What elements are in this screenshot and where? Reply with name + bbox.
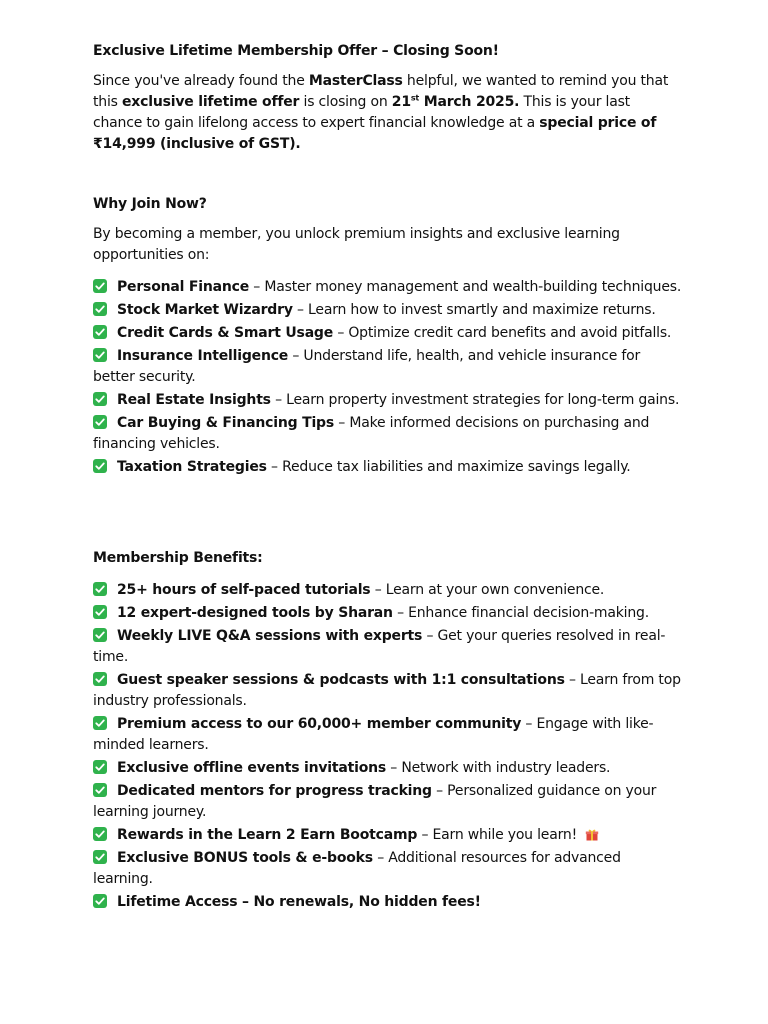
check-mark-icon bbox=[93, 459, 107, 473]
check-mark-icon bbox=[93, 582, 107, 596]
check-mark-icon bbox=[93, 302, 107, 316]
check-mark-icon bbox=[93, 827, 107, 841]
benefit-item bbox=[93, 848, 683, 890]
benefit-item bbox=[93, 714, 683, 756]
why-join-item bbox=[93, 390, 683, 411]
why-join-item-title: Insurance Intelligence bbox=[117, 348, 289, 364]
benefit-item-title: Exclusive BONUS tools & e-books bbox=[117, 850, 373, 866]
check-mark-icon bbox=[93, 348, 107, 362]
deadline-suffix: st bbox=[410, 93, 420, 103]
benefit-item-description: – Engage with like-minded learners. bbox=[93, 716, 654, 753]
why-join-item bbox=[93, 413, 683, 455]
why-join-item-description: – Make informed decisions on purchasing and financing vehicles. bbox=[93, 415, 650, 452]
why-join-intro: By becoming a member, you unlock premium insights and exclusive learning opportunities on: bbox=[93, 226, 620, 263]
check-mark-icon bbox=[93, 894, 107, 908]
benefits-list bbox=[93, 580, 683, 915]
check-mark-icon bbox=[93, 605, 107, 619]
benefit-item-title: Exclusive offline events invitations bbox=[117, 760, 387, 776]
benefit-item-title: Guest speaker sessions & podcasts with 1:1 consultations bbox=[117, 672, 565, 688]
benefit-item-title: 25+ hours of self-paced tutorials bbox=[117, 582, 371, 598]
why-join-item bbox=[93, 323, 683, 344]
check-mark-icon bbox=[93, 716, 107, 730]
why-join-item-title: Taxation Strategies bbox=[117, 459, 267, 475]
check-mark-icon bbox=[93, 392, 107, 406]
benefit-item-description: – Network with industry leaders. bbox=[386, 760, 611, 776]
benefit-item-title: Lifetime Access – No renewals, No hidden fees! bbox=[117, 894, 481, 910]
why-join-item bbox=[93, 346, 683, 388]
why-join-item-title: Car Buying & Financing Tips bbox=[117, 415, 335, 431]
benefit-item-description: – Learn at your own convenience. bbox=[370, 582, 605, 598]
offer-intro-2: helpful, we wanted to remind you that this bbox=[93, 73, 669, 110]
offer-paragraph bbox=[93, 71, 683, 155]
benefit-item-description: – Get your queries resolved in real-time. bbox=[93, 628, 666, 665]
check-mark-icon bbox=[93, 783, 107, 797]
offer-intro-1: Since you've already found the bbox=[93, 73, 309, 89]
special-price: special price of ₹14,999 (inclusive of GST). bbox=[93, 115, 657, 152]
masterclass-name: MasterClass bbox=[308, 73, 403, 89]
why-join-list bbox=[93, 277, 683, 480]
benefit-item-description: – Enhance financial decision-making. bbox=[392, 605, 649, 621]
offer-deadline bbox=[392, 94, 519, 110]
benefit-item-title: Premium access to our 60,000+ member community bbox=[117, 716, 522, 732]
why-join-item-description: – Optimize credit card benefits and avoid pitfalls. bbox=[333, 325, 672, 341]
why-join-item-description: – Understand life, health, and vehicle insurance for better security. bbox=[93, 348, 641, 385]
benefit-item-description: – Personalized guidance on your learning journey. bbox=[93, 783, 657, 820]
check-mark-icon bbox=[93, 672, 107, 686]
why-join-item-title: Personal Finance bbox=[117, 279, 250, 295]
why-join-item-description: – Learn how to invest smartly and maximize returns. bbox=[292, 302, 656, 318]
why-join-item-description: – Learn property investment strategies for long-term gains. bbox=[270, 392, 680, 408]
why-join-item-description: – Reduce tax liabilities and maximize savings legally. bbox=[266, 459, 631, 475]
why-join-item-title: Stock Market Wizardry bbox=[117, 302, 293, 318]
why-join-item bbox=[93, 300, 683, 321]
why-join-title: Why Join Now? bbox=[93, 196, 207, 212]
benefits-title: Membership Benefits: bbox=[93, 550, 263, 566]
benefit-item-description: – Additional resources for advanced learning. bbox=[93, 850, 621, 887]
benefit-item bbox=[93, 670, 683, 712]
check-mark-icon bbox=[93, 325, 107, 339]
check-mark-icon bbox=[93, 415, 107, 429]
check-mark-icon bbox=[93, 760, 107, 774]
deadline-day: 21 bbox=[391, 94, 411, 110]
deadline-month-year: March 2025. bbox=[419, 94, 520, 110]
benefit-item-title: 12 expert-designed tools by Sharan bbox=[117, 605, 393, 621]
benefit-item-title: Weekly LIVE Q&A sessions with experts bbox=[117, 628, 423, 644]
offer-intro-3: is closing on bbox=[299, 94, 392, 110]
benefit-item bbox=[93, 892, 683, 913]
benefit-item bbox=[93, 580, 683, 601]
benefit-item-description: – Learn from top industry professionals. bbox=[93, 672, 681, 709]
why-join-item-title: Credit Cards & Smart Usage bbox=[117, 325, 334, 341]
check-mark-icon bbox=[93, 279, 107, 293]
benefit-item-title: Dedicated mentors for progress tracking bbox=[117, 783, 432, 799]
check-mark-icon bbox=[93, 628, 107, 642]
benefit-item bbox=[93, 781, 683, 823]
why-join-item bbox=[93, 277, 683, 298]
benefit-item bbox=[93, 626, 683, 668]
why-join-item-title: Real Estate Insights bbox=[117, 392, 271, 408]
benefit-item-title: Rewards in the Learn 2 Earn Bootcamp bbox=[117, 827, 418, 843]
check-mark-icon bbox=[93, 850, 107, 864]
benefit-item bbox=[93, 825, 683, 846]
exclusive-offer-text: exclusive lifetime offer bbox=[122, 94, 300, 110]
why-join-item-description: – Master money management and wealth-building techniques. bbox=[249, 279, 682, 295]
benefit-item bbox=[93, 603, 683, 624]
offer-intro-4: This is your last chance to gain lifelong access to expert financial knowledge at a bbox=[93, 94, 630, 131]
benefit-item bbox=[93, 758, 683, 779]
benefit-item-description: – Earn while you learn! bbox=[417, 827, 577, 843]
offer-title: Exclusive Lifetime Membership Offer – Closing Soon! bbox=[93, 43, 499, 59]
why-join-item bbox=[93, 457, 683, 478]
gift-icon bbox=[585, 827, 599, 840]
